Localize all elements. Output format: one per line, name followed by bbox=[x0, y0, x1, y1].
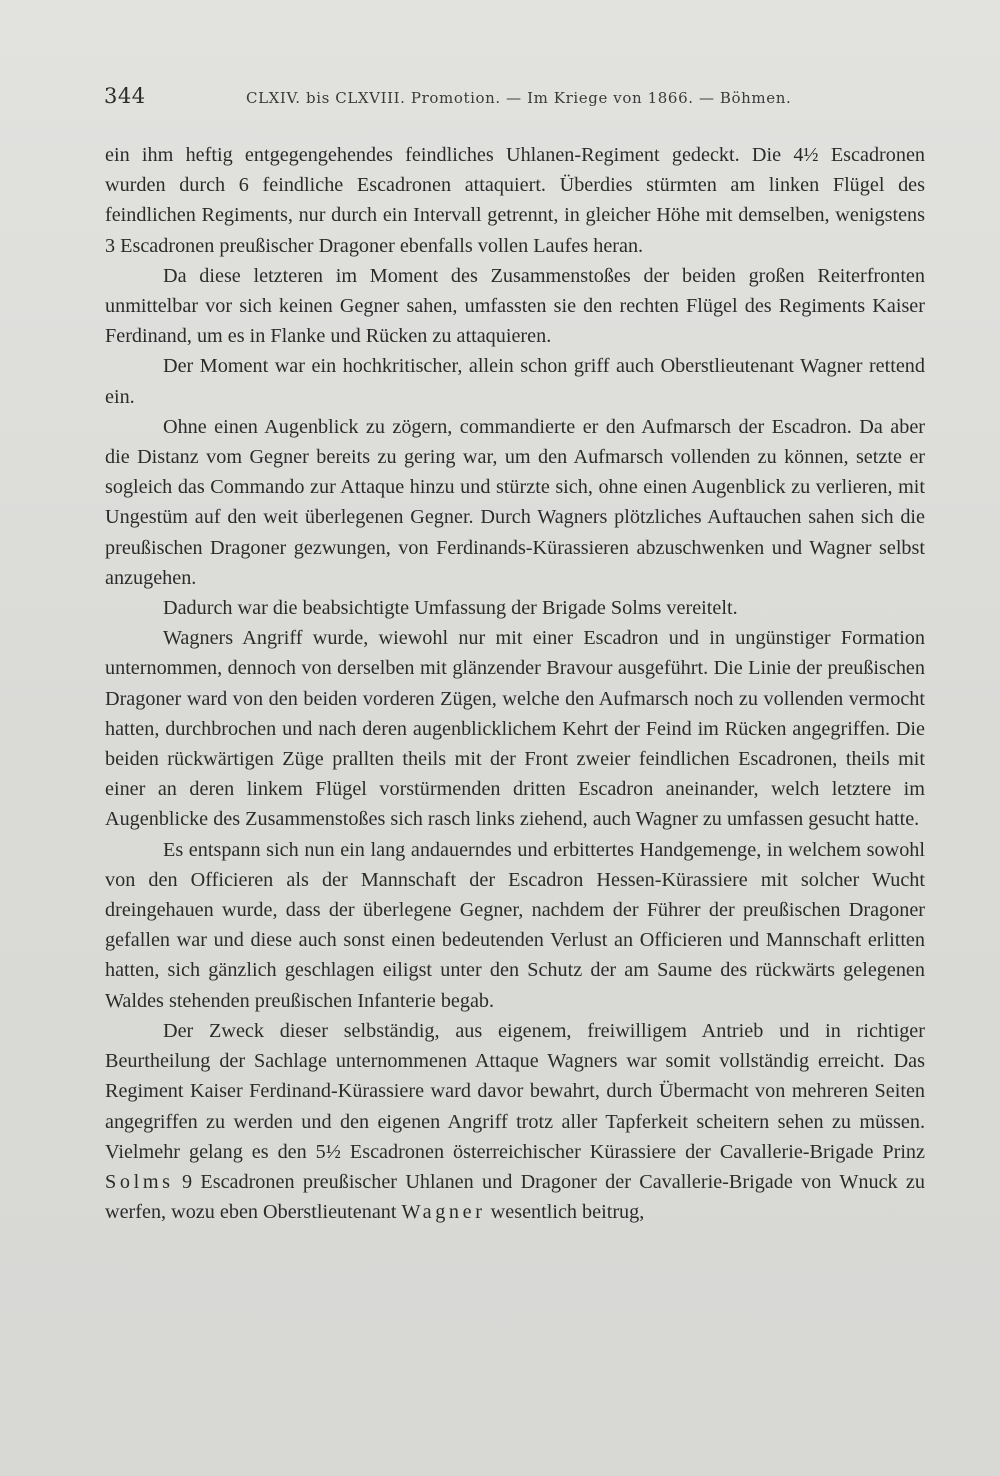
page-number: 344 bbox=[104, 84, 146, 108]
name-solms: Solms bbox=[105, 1170, 174, 1193]
paragraph-5: Dadurch war die beabsichtigte Umfassung der Brigade Solms vereitelt. bbox=[163, 597, 738, 620]
paragraph-8-part-1: Der Zweck dieser selbständig, aus eigenem, freiwilligem Antrieb und in richtiger Beurtheilung der Sachlage unternommenen Attaque Wagners war somit vollständig erreicht. Das Regiment Kaiser Ferdinand-Kürassiere ward davor bewahrt, durch Übermacht von mehreren Seiten angegriffen zu werden und den eigenen Angriff trotz aller Tapferkeit scheitern sehen zu müssen. Vielmehr gelang es den 5½ Escadronen österreichischer Kürassiere der Cavallerie-Brigade Prinz bbox=[105, 1019, 925, 1163]
paragraph-1: ein ihm heftig entgegengehendes feindliches Uhlanen-Regiment gedeckt. Die 4½ Escadronen wurden durch 6 feindliche Escadronen attaquiert. Überdies stürmten am linken Flügel des feindlichen Regiments, nur durch ein Intervall getrennt, in gleicher Höhe mit demselben, wenigstens 3 Escadronen preußischer Dragoner ebenfalls vollen Laufes heran. bbox=[105, 144, 925, 257]
paragraph-7: Es entspann sich nun ein lang andauerndes und erbittertes Handgemenge, in welchem sowohl von den Officieren als der Mannschaft der Escadron Hessen-Kürassiere mit solcher Wucht dreingehauen wurde, dass der überlegene Gegner, nachdem der Führer der preußischen Dragoner gefallen war und diese auch sonst einen bedeutenden Verlust an Officieren und Mannschaft erlitten hatten, sich gänzlich geschlagen eiligst unter den Schutz der am Saume des rückwärts gelegenen Waldes stehenden preußischen Infanterie begab. bbox=[105, 838, 925, 1012]
paragraph-8 bbox=[105, 1016, 925, 1227]
paragraph-3: Der Moment war ein hochkritischer, allein schon griff auch Oberstlieutenant Wagner rettend ein. bbox=[105, 355, 925, 408]
paragraph-4: Ohne einen Augenblick zu zögern, commandierte er den Aufmarsch der Escadron. Da aber die Distanz vom Gegner bereits zu gering war, um den Aufmarsch vollenden zu können, setzte er sogleich das Commando zur Attaque hinzu und stürzte sich, ohne einen Augenblick zu verlieren, mit Ungestüm auf den weit überlegenen Gegner. Durch Wagners plötzliches Auftauchen sahen sich die preußischen Dragoner gezwungen, von Ferdinands-Kürassieren abzuschwenken und Wagner selbst anzugehen. bbox=[105, 415, 925, 589]
page-header bbox=[104, 84, 924, 114]
name-wagner: Wagner bbox=[401, 1201, 486, 1224]
body-text bbox=[105, 140, 925, 1227]
paragraph-6: Wagners Angriff wurde, wiewohl nur mit einer Escadron und in ungünstiger Formation unternommen, dennoch von derselben mit glänzender Bravour ausgeführt. Die Linie der preußischen Dragoner ward von den beiden vorderen Zügen, welche den Aufmarsch noch zu vollenden vermocht hatten, durchbrochen und nach deren augenblicklichem Kehrt der Feind im Rücken angegriffen. Die beiden rückwärtigen Züge prallten theils mit der Front zweier feindlichen Escadronen, theils mit einer an deren linkem Flügel vorstürmenden dritten Escadron aneinander, welch letztere im Augenblicke des Zusammenstoßes sich rasch links ziehend, auch Wagner zu umfassen gesucht hatte. bbox=[105, 627, 925, 831]
running-head: CLXIV. bis CLXVIII. Promotion. — Im Kriege von 1866. — Böhmen. bbox=[246, 89, 792, 107]
paragraph-2: Da diese letzteren im Moment des Zusammenstoßes der beiden großen Reiterfronten unmittelbar vor sich keinen Gegner sahen, umfassten sie den rechten Flügel des Regiments Kaiser Ferdinand, um es in Flanke und Rücken zu attaquieren. bbox=[105, 264, 925, 348]
paragraph-8-part-2: 9 Escadronen preußischer Uhlanen und Dragoner der Cavallerie-Brigade von Wnuck zu werfen, wozu eben Oberstlieutenant bbox=[105, 1170, 925, 1224]
paragraph-8-part-3: wesentlich beitrug, bbox=[485, 1201, 645, 1224]
